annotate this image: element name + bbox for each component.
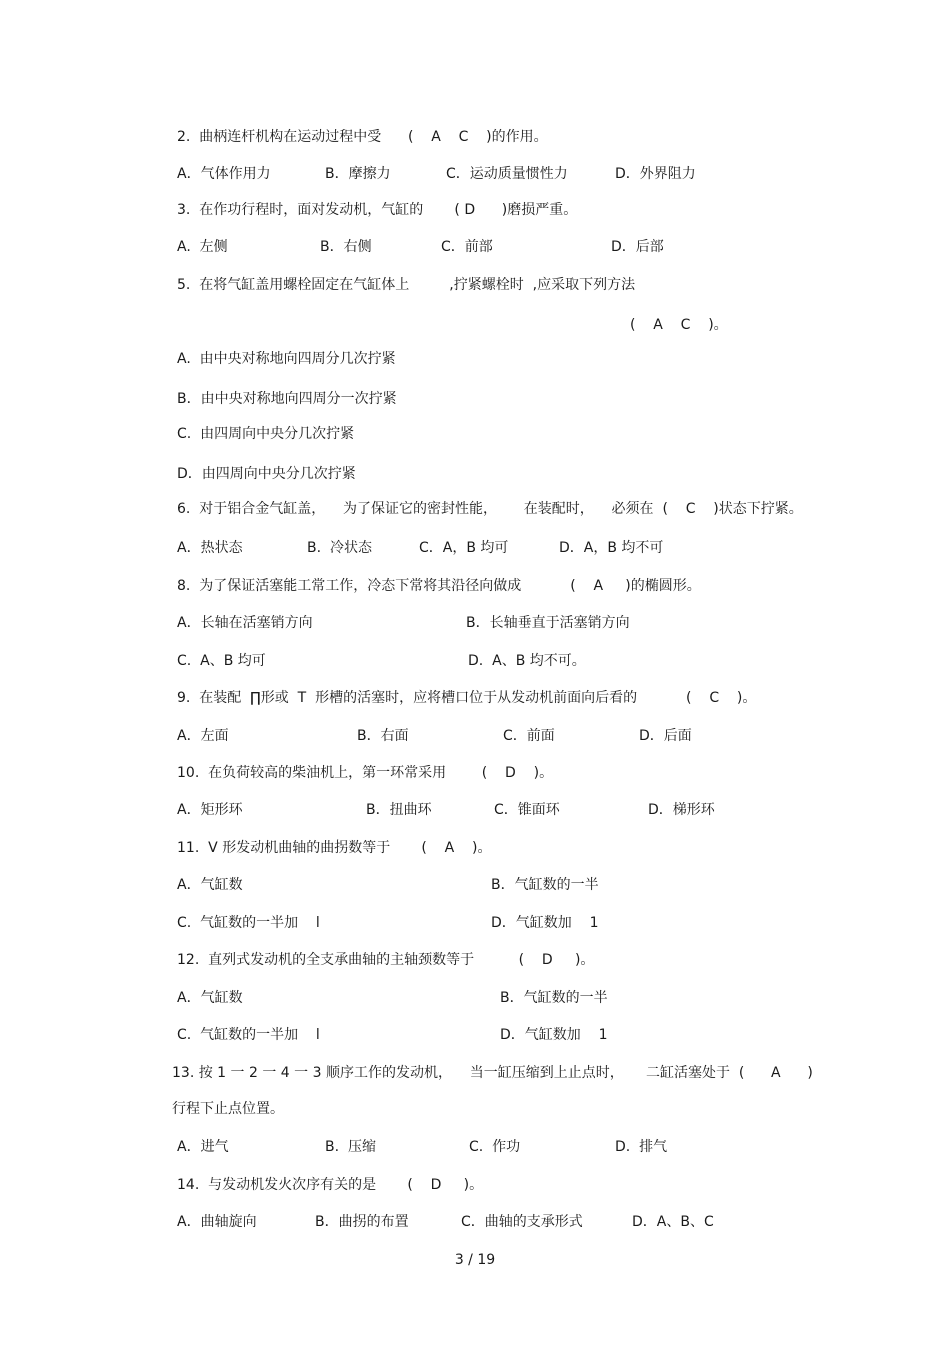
question-2-option-c: C．运动质量惯性力 — [446, 166, 568, 182]
question-13-option-d: D. 排气 — [615, 1139, 668, 1155]
question-14-stem: 14. 与发动机发火次序有关的是 ( D )。 — [177, 1177, 484, 1193]
question-2-option-a: A．气体作用力 — [177, 166, 271, 182]
question-14-option-b: B．曲拐的布置 — [315, 1214, 409, 1230]
question-10-option-d: D．梯形环 — [648, 802, 715, 818]
question-3-option-d: D．后部 — [611, 239, 664, 255]
question-5-stem: 5. 在将气缸盖用螺栓固定在气缸体上 ,拧紧螺栓时 ,应采取下列方法 — [177, 277, 636, 293]
question-5-option-a: A. 由中央对称地向四周分几次拧紧 — [177, 351, 396, 367]
question-12-option-b: B．气缸数的一半 — [500, 990, 608, 1006]
question-5-option-d: D．由四周向中央分几次拧紧 — [177, 466, 356, 482]
question-6-stem: 6. 对于铝合金气缸盖， 为了保证它的密封性能， 在装配时， 必须在 ( C )状态下拧紧。 — [177, 501, 803, 517]
question-3-option-b: B．右侧 — [320, 239, 372, 255]
question-12-option-d: D．气缸数加 1 — [500, 1027, 608, 1043]
question-13-stem-continued: 行程下止点位置。 — [172, 1101, 284, 1117]
question-12-option-c: C. 气缸数的一半加 l — [177, 1027, 320, 1043]
question-13-option-c: C. 作功 — [469, 1139, 521, 1155]
question-11-option-b: B．气缸数的一半 — [491, 877, 599, 893]
page-number: 3 / 19 — [454, 1252, 496, 1268]
question-8-option-b: B．长轴垂直于活塞销方向 — [466, 615, 630, 631]
question-3-stem: 3. 在作功行程时，面对发动机，气缸的 ( D )磨损严重。 — [177, 202, 578, 218]
question-9-option-b: B．右面 — [357, 728, 409, 744]
question-13-stem: 13. 按 1 一 2 一 4 一 3 顺序工作的发动机， 当一缸压缩到上止点时， 二缸活塞处于 ( A ) — [172, 1065, 813, 1081]
question-6-option-b: B. 冷状态 — [307, 540, 372, 556]
question-11-stem: 11. V 形发动机曲轴的曲拐数等于 ( A )。 — [177, 840, 492, 856]
question-5-answer: ( A C )。 — [630, 317, 728, 333]
question-11-option-a: A．气缸数 — [177, 877, 243, 893]
question-14-option-c: C．曲轴的支承形式 — [461, 1214, 583, 1230]
question-6-option-d: D．A，B 均不可 — [559, 540, 664, 556]
question-5-option-b: B．由中央对称地向四周分一次拧紧 — [177, 391, 397, 407]
question-13-option-b: B. 压缩 — [325, 1139, 376, 1155]
question-8-option-a: A．长轴在活塞销方向 — [177, 615, 313, 631]
question-10-stem: 10. 在负荷较高的柴油机上，第一环常采用 ( D )。 — [177, 765, 554, 781]
question-6-option-a: A．热状态 — [177, 540, 243, 556]
question-5-option-c: C. 由四周向中央分几次拧紧 — [177, 426, 355, 442]
question-12-option-a: A．气缸数 — [177, 990, 243, 1006]
question-9-option-d: D．后面 — [639, 728, 692, 744]
question-9-option-c: C．前面 — [503, 728, 555, 744]
question-9-option-a: A．左面 — [177, 728, 229, 744]
question-12-stem: 12. 直列式发动机的全支承曲轴的主轴颈数等于 ( D )。 — [177, 952, 595, 968]
question-6-option-c: C．A，B 均可 — [419, 540, 509, 556]
question-3-option-a: A. 左侧 — [177, 239, 228, 255]
question-11-option-d: D．气缸数加 1 — [491, 915, 599, 931]
question-9-stem: 9. 在装配 ∏形或 T 形槽的活塞时，应将槽口位于从发动机前面向后看的 ( C )。 — [177, 690, 757, 706]
question-11-option-c: C. 气缸数的一半加 l — [177, 915, 320, 931]
question-3-option-c: C．前部 — [441, 239, 493, 255]
question-8-option-c: C. A、B 均可 — [177, 653, 266, 669]
question-10-option-a: A．矩形环 — [177, 802, 243, 818]
question-8-option-d: D. A、B 均不可。 — [468, 653, 586, 669]
question-8-stem: 8. 为了保证活塞能工常工作，冷态下常将其沿径向做成 ( A )的椭圆形。 — [177, 578, 701, 594]
question-10-option-b: B．扭曲环 — [366, 802, 432, 818]
question-14-option-a: A．曲轴旋向 — [177, 1214, 257, 1230]
question-14-option-d: D．A、B、C — [632, 1214, 714, 1230]
question-13-option-a: A．进气 — [177, 1139, 229, 1155]
question-2-option-b: B．摩擦力 — [325, 166, 391, 182]
question-10-option-c: C．锥面环 — [494, 802, 560, 818]
question-2-option-d: D．外界阻力 — [615, 166, 696, 182]
question-2-stem: 2. 曲柄连杆机构在运动过程中受 ( A C )的作用。 — [177, 129, 548, 145]
